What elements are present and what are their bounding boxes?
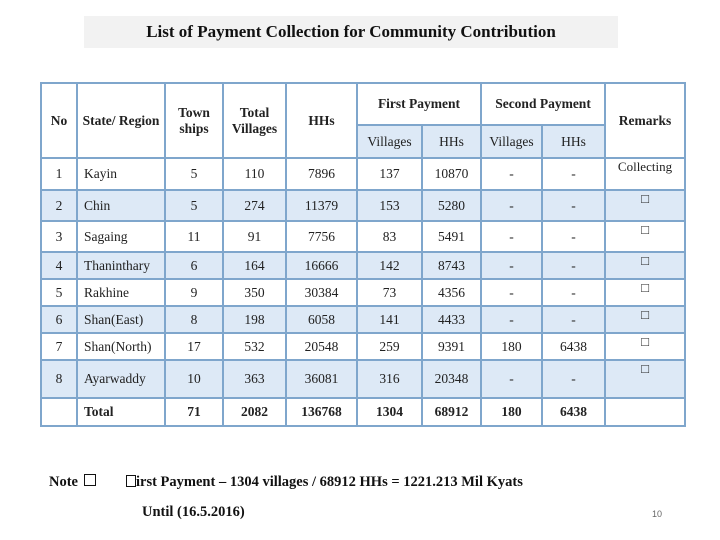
- note: [49, 474, 523, 491]
- cell-hhs: 30384: [286, 279, 357, 306]
- cell-state: Kayin: [77, 158, 165, 190]
- cell-remarks: □: [605, 252, 685, 279]
- cell-state: Ayarwaddy: [77, 360, 165, 398]
- cell-townships: 8: [165, 306, 223, 333]
- cell-sp-hhs: -: [542, 279, 605, 306]
- cell-fp-villages: 259: [357, 333, 422, 360]
- cell-no: 4: [41, 252, 77, 279]
- cell-villages: 350: [223, 279, 286, 306]
- cell-villages: 532: [223, 333, 286, 360]
- cell-sp-hhs: 6438: [542, 333, 605, 360]
- total-townships: 71: [165, 398, 223, 426]
- cell-sp-villages: 180: [481, 333, 542, 360]
- cell-fp-villages: 153: [357, 190, 422, 221]
- page-title: List of Payment Collection for Community Contribution: [84, 16, 618, 48]
- cell-hhs: 20548: [286, 333, 357, 360]
- page-number: 10: [652, 509, 663, 519]
- cell-fp-villages: 142: [357, 252, 422, 279]
- cell-sp-villages: -: [481, 360, 542, 398]
- cell-villages: 198: [223, 306, 286, 333]
- header-total-villages: Total Villages: [223, 83, 286, 158]
- cell-no: 8: [41, 360, 77, 398]
- header-fp-villages: Villages: [357, 125, 422, 158]
- header-sp-hhs: HHs: [542, 125, 605, 158]
- cell-townships: 11: [165, 221, 223, 252]
- cell-sp-hhs: -: [542, 190, 605, 221]
- cell-townships: 17: [165, 333, 223, 360]
- header-no: No: [41, 83, 77, 158]
- total-sp-villages: 180: [481, 398, 542, 426]
- cell-remarks: □: [605, 333, 685, 360]
- note-until: Until (16.5.2016): [142, 504, 245, 520]
- cell-fp-hhs: 20348: [422, 360, 481, 398]
- cell-fp-hhs: 5491: [422, 221, 481, 252]
- cell-villages: 110: [223, 158, 286, 190]
- header-remarks: Remarks: [605, 83, 685, 158]
- cell-no: 5: [41, 279, 77, 306]
- cell-hhs: 7896: [286, 158, 357, 190]
- cell-sp-villages: -: [481, 190, 542, 221]
- cell-fp-villages: 141: [357, 306, 422, 333]
- header-fp-hhs: HHs: [422, 125, 481, 158]
- cell-no: 6: [41, 306, 77, 333]
- cell-hhs: 16666: [286, 252, 357, 279]
- cell-remarks: □: [605, 360, 685, 398]
- header-townships: Town ships: [165, 83, 223, 158]
- cell-remarks: Collecting: [605, 158, 685, 190]
- cell-remarks: □: [605, 306, 685, 333]
- cell-sp-hhs: -: [542, 221, 605, 252]
- cell-fp-hhs: 8743: [422, 252, 481, 279]
- total-no: [41, 398, 77, 426]
- total-sp-hhs: 6438: [542, 398, 605, 426]
- header-first-payment: First Payment: [357, 83, 481, 125]
- cell-state: Rakhine: [77, 279, 165, 306]
- cell-townships: 5: [165, 158, 223, 190]
- bullet-box-icon: [126, 475, 136, 487]
- total-remarks: [605, 398, 685, 426]
- cell-sp-villages: -: [481, 221, 542, 252]
- cell-state: Chin: [77, 190, 165, 221]
- cell-fp-hhs: 9391: [422, 333, 481, 360]
- header-state: State/ Region: [77, 83, 165, 158]
- header-hhs: HHs: [286, 83, 357, 158]
- cell-villages: 91: [223, 221, 286, 252]
- cell-sp-hhs: -: [542, 306, 605, 333]
- table-row: [41, 333, 685, 360]
- table-row: [41, 360, 685, 398]
- cell-no: 7: [41, 333, 77, 360]
- total-label: Total: [77, 398, 165, 426]
- total-fp-villages: 1304: [357, 398, 422, 426]
- cell-villages: 363: [223, 360, 286, 398]
- cell-fp-hhs: 5280: [422, 190, 481, 221]
- note-label: Note: [49, 474, 78, 490]
- payment-table: [40, 82, 686, 427]
- cell-no: 3: [41, 221, 77, 252]
- cell-townships: 10: [165, 360, 223, 398]
- note-text: irst Payment – 1304 villages / 68912 HHs = 1221.213 Mil Kyats: [136, 474, 523, 490]
- cell-fp-villages: 137: [357, 158, 422, 190]
- checkbox-icon: [84, 474, 96, 486]
- table-row: [41, 190, 685, 221]
- total-hhs: 136768: [286, 398, 357, 426]
- cell-sp-hhs: -: [542, 158, 605, 190]
- cell-villages: 274: [223, 190, 286, 221]
- cell-fp-villages: 316: [357, 360, 422, 398]
- cell-fp-hhs: 4433: [422, 306, 481, 333]
- table-row: [41, 306, 685, 333]
- cell-hhs: 36081: [286, 360, 357, 398]
- cell-fp-villages: 83: [357, 221, 422, 252]
- total-fp-hhs: 68912: [422, 398, 481, 426]
- cell-state: Thaninthary: [77, 252, 165, 279]
- cell-no: 1: [41, 158, 77, 190]
- cell-sp-villages: -: [481, 306, 542, 333]
- table-row: [41, 221, 685, 252]
- header-second-payment: Second Payment: [481, 83, 605, 125]
- cell-hhs: 11379: [286, 190, 357, 221]
- cell-no: 2: [41, 190, 77, 221]
- table-row: [41, 158, 685, 190]
- cell-townships: 5: [165, 190, 223, 221]
- cell-hhs: 6058: [286, 306, 357, 333]
- cell-fp-hhs: 10870: [422, 158, 481, 190]
- cell-townships: 6: [165, 252, 223, 279]
- total-villages: 2082: [223, 398, 286, 426]
- table-row: [41, 279, 685, 306]
- cell-sp-villages: -: [481, 158, 542, 190]
- header-sp-villages: Villages: [481, 125, 542, 158]
- cell-hhs: 7756: [286, 221, 357, 252]
- cell-sp-hhs: -: [542, 252, 605, 279]
- cell-sp-villages: -: [481, 252, 542, 279]
- cell-sp-villages: -: [481, 279, 542, 306]
- cell-remarks: □: [605, 190, 685, 221]
- cell-fp-hhs: 4356: [422, 279, 481, 306]
- cell-state: Shan(North): [77, 333, 165, 360]
- cell-townships: 9: [165, 279, 223, 306]
- cell-remarks: □: [605, 279, 685, 306]
- cell-remarks: □: [605, 221, 685, 252]
- cell-sp-hhs: -: [542, 360, 605, 398]
- cell-fp-villages: 73: [357, 279, 422, 306]
- cell-state: Shan(East): [77, 306, 165, 333]
- cell-state: Sagaing: [77, 221, 165, 252]
- cell-villages: 164: [223, 252, 286, 279]
- table-row: [41, 252, 685, 279]
- total-row: [41, 398, 685, 426]
